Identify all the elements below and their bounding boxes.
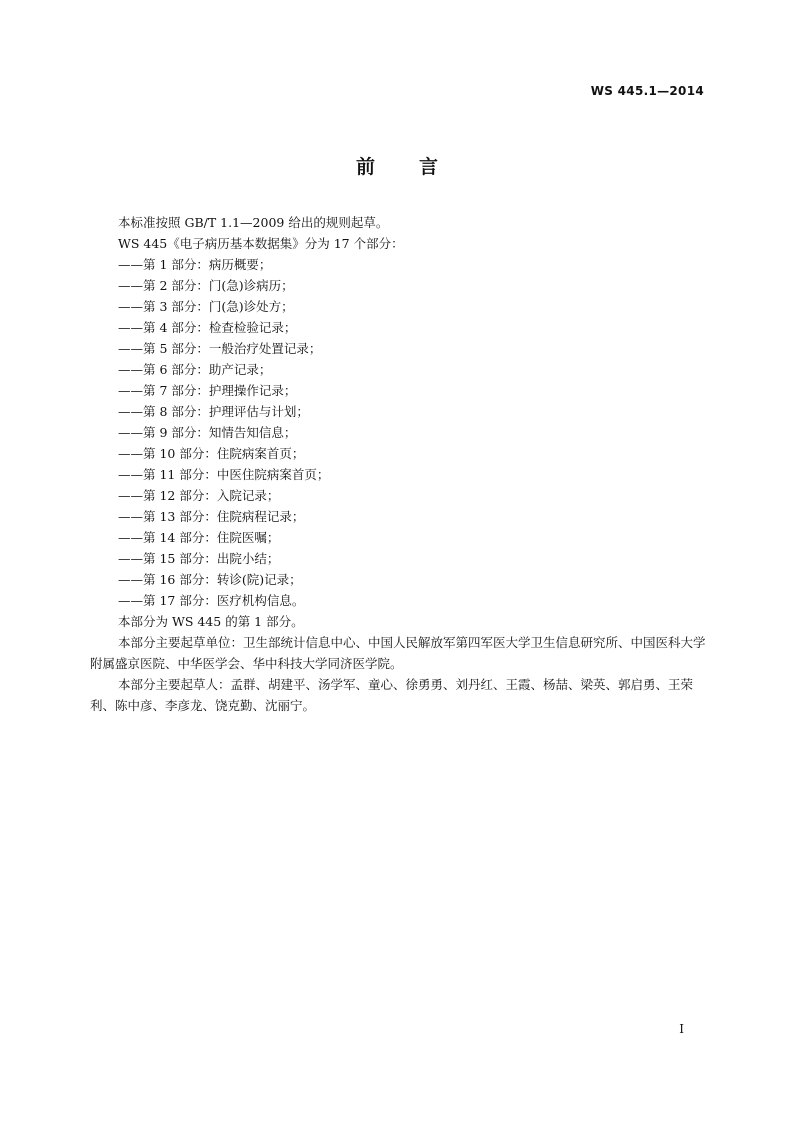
paragraph-drafting-units: 本部分主要起草单位：卫生部统计信息中心、中国人民解放军第四军医大学卫生信息研究所、中国医科大学附属盛京医院、中华医学会、华中科技大学同济医学院。 [90,635,706,671]
list-item: ——第 6 部分：助产记录； [118,362,272,377]
list-item: ——第 8 部分：护理评估与计划； [118,404,309,419]
list-item: ——第 5 部分：一般治疗处置记录； [118,341,322,356]
paragraph-drafters: 本部分主要起草人：孟群、胡建平、汤学军、童心、徐勇勇、刘丹红、王霞、杨喆、梁英、郭启勇、王荣利、陈中彦、李彦龙、饶克勤、沈丽宁。 [90,677,694,713]
list-item: ——第 15 部分：出院小结； [118,551,280,566]
list-item: ——第 4 部分：检查检验记录； [118,320,297,335]
list-item: ——第 9 部分：知情告知信息； [118,425,297,440]
page-title: 前言 [355,156,482,178]
standard-number: WS 445.1—2014 [590,84,704,98]
list-item: ——第 14 部分：住院医嘱； [118,530,280,545]
list-item: ——第 10 部分：住院病案首页； [118,446,305,461]
list-item: ——第 12 部分：入院记录； [118,488,280,503]
document-body [90,212,706,716]
list-item: ——第 1 部分：病历概要； [118,257,272,272]
list-item: ——第 13 部分：住院病程记录； [118,509,305,524]
paragraph-drafting-rules: 本标准按照 GB/T 1.1—2009 给出的规则起草。 [118,215,389,230]
list-item: ——第 16 部分：转诊(院)记录； [118,572,302,587]
paragraph-parts-intro: WS 445《电子病历基本数据集》分为 17 个部分： [118,236,404,251]
list-item: ——第 11 部分：中医住院病案首页； [118,467,330,482]
page-number: I [679,1022,684,1036]
list-item: ——第 17 部分：医疗机构信息。 [118,593,305,608]
list-item: ——第 7 部分：护理操作记录； [118,383,297,398]
paragraph-part-statement: 本部分为 WS 445 的第 1 部分。 [118,614,304,629]
list-item: ——第 2 部分：门(急)诊病历； [118,278,294,293]
list-item: ——第 3 部分：门(急)诊处方； [118,299,294,314]
